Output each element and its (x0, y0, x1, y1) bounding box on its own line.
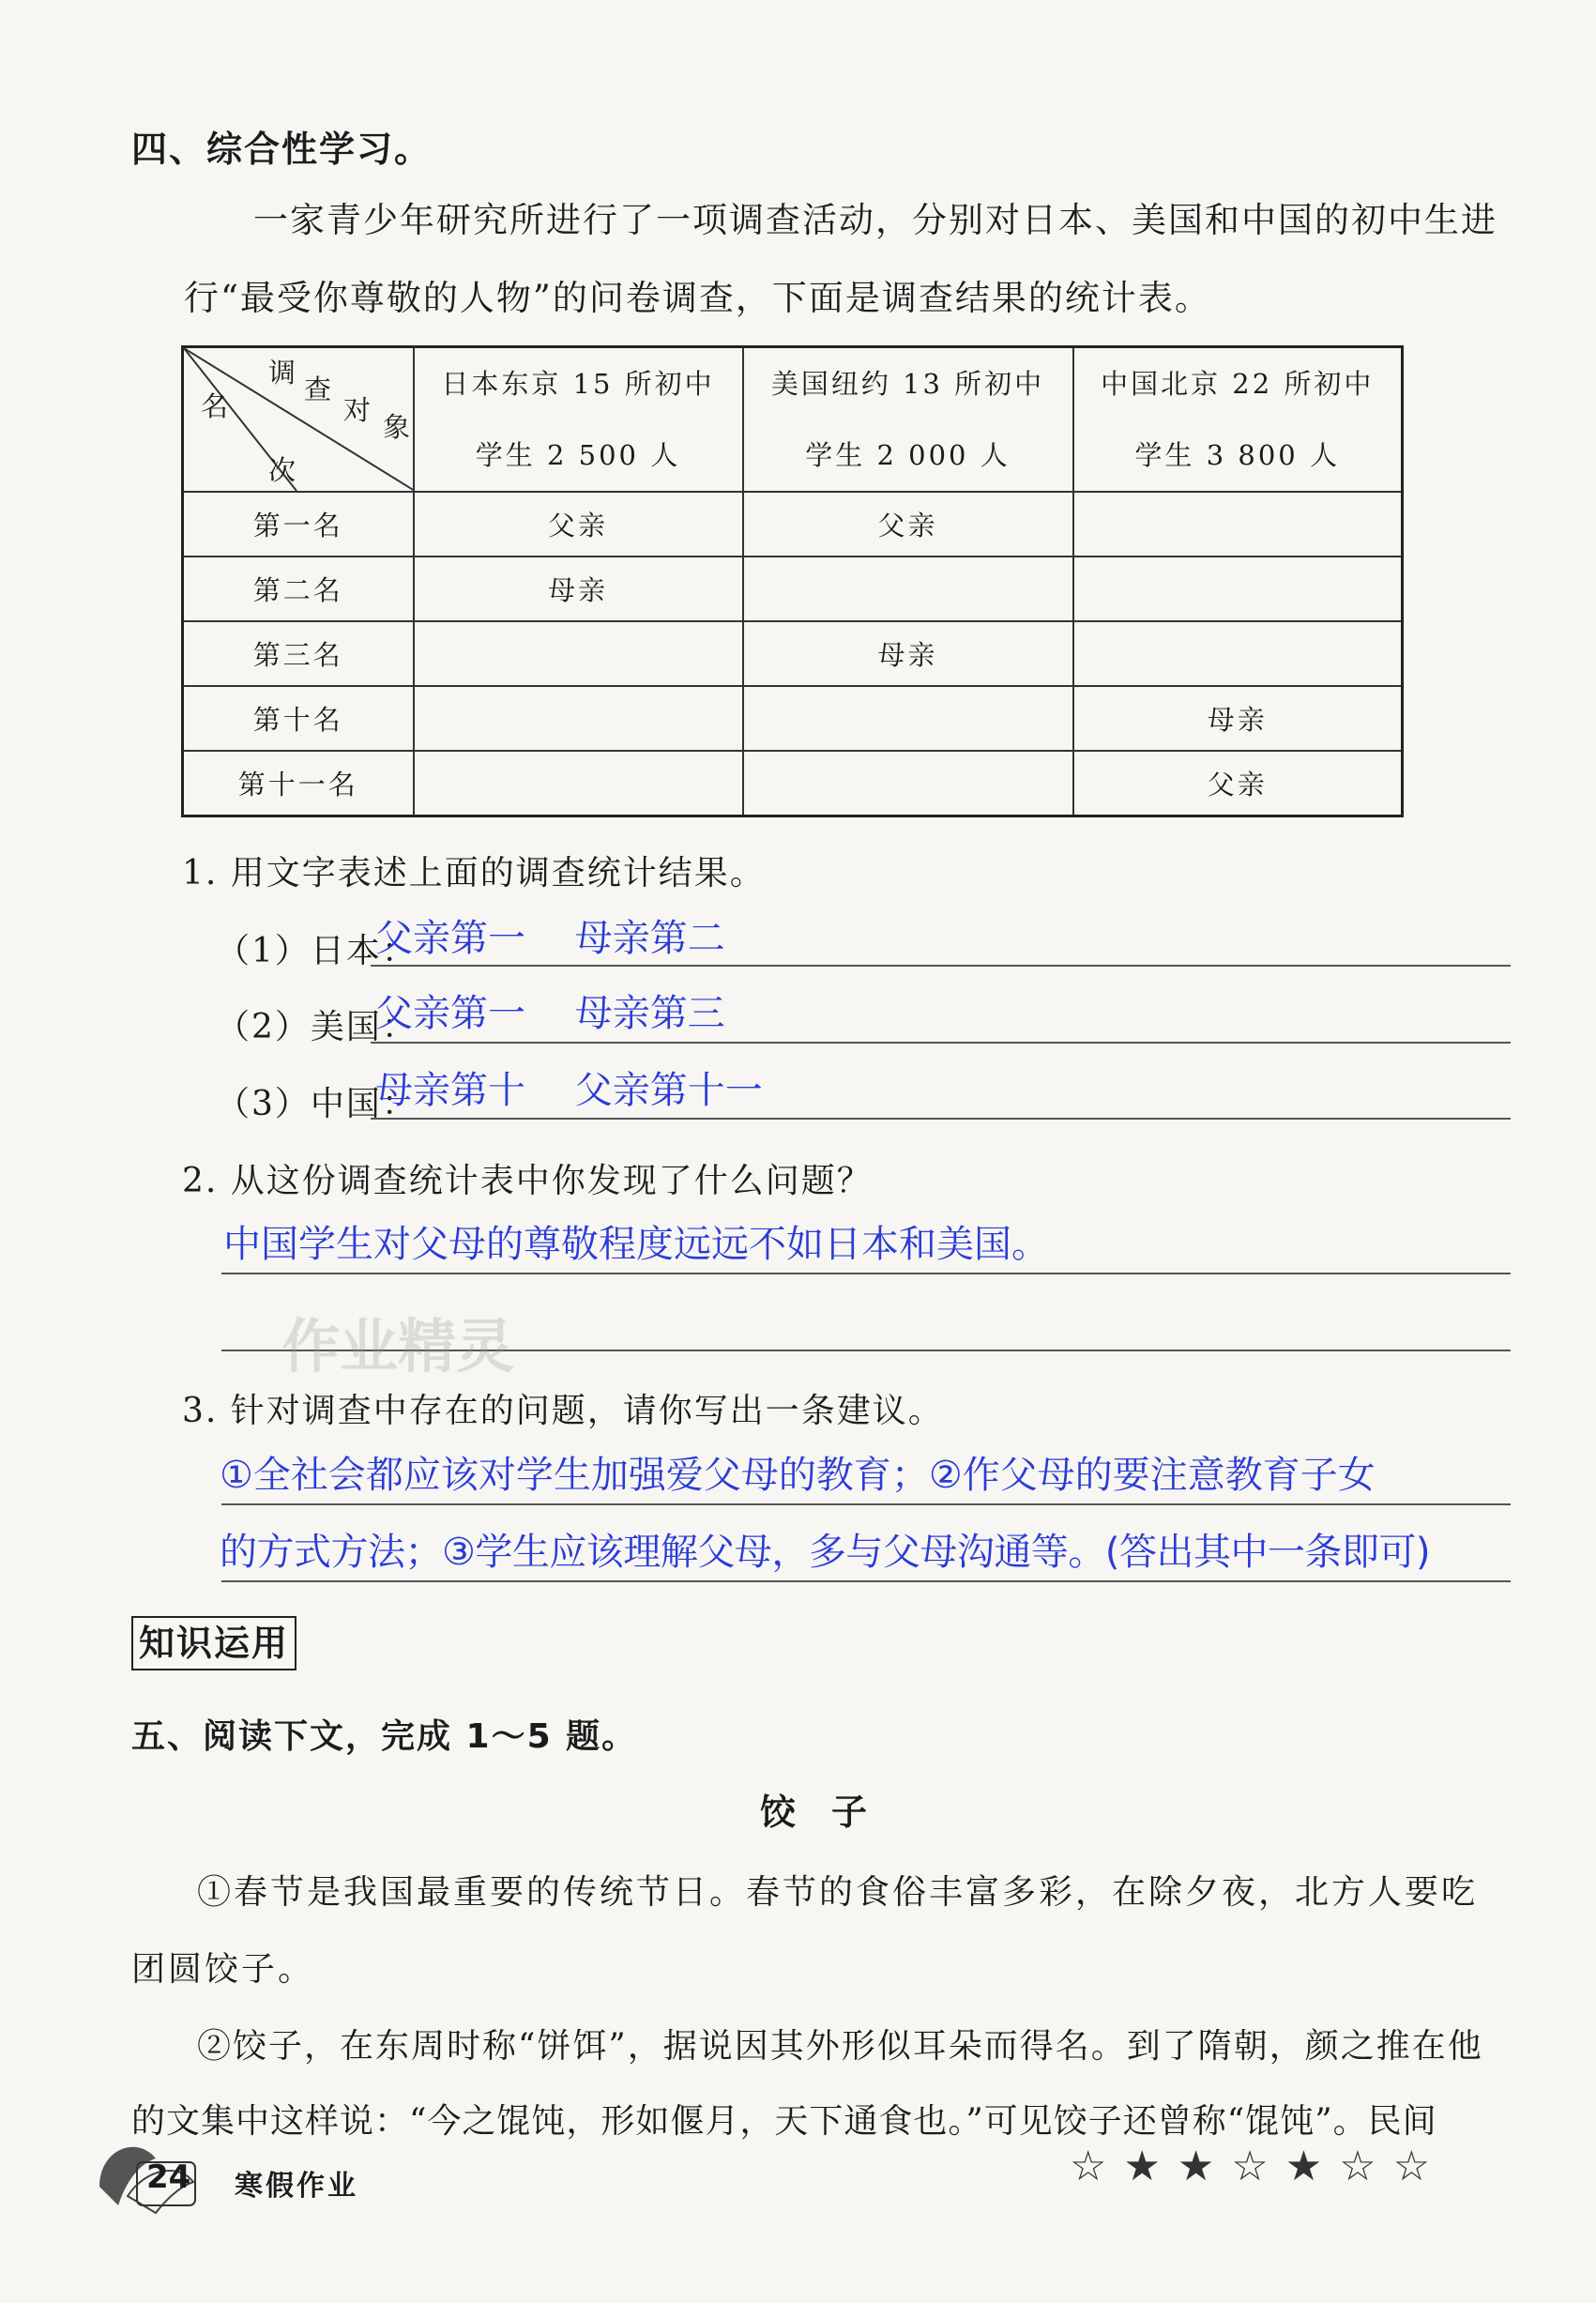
table-row (183, 621, 1403, 686)
table-row (183, 557, 1403, 621)
table-cell: 父亲 (743, 492, 1073, 557)
answer-line (221, 1580, 1511, 1582)
section4-intro-line2: 行“最受你尊敬的人物”的问卷调查，下面是调查结果的统计表。 (184, 278, 1211, 318)
answer-line (371, 1118, 1511, 1120)
para2-line2: 的文集中这样说：“今之馄饨，形如偃月，天下通食也。”可见饺子还曾称“馄饨”。民间 (131, 2102, 1437, 2141)
answer-line (221, 1503, 1511, 1505)
table-cell (414, 621, 743, 686)
q1-china-answer[interactable]: 母亲第十 父亲第十一 (375, 1069, 763, 1112)
answer-line (371, 1042, 1511, 1044)
table-cell (743, 686, 1073, 751)
q3-answer-line1[interactable]: ①全社会都应该对学生加强爱父母的教育；②作父母的要注意教育子女 (220, 1454, 1376, 1497)
row-rank: 第十一名 (183, 751, 414, 816)
survey-table (181, 345, 1404, 817)
table-cell (414, 751, 743, 816)
knowledge-application-box: 知识运用 (131, 1616, 296, 1670)
table-cell (1073, 621, 1403, 686)
q1-japan-label: （1）日本： (216, 932, 418, 970)
col-japan-line2: 学生 2 500 人 (475, 439, 681, 471)
q2-prompt: 2. 从这份调查统计表中你发现了什么问题？ (182, 1162, 873, 1200)
section5-heading: 五、阅读下文，完成 1～5 题。 (131, 1717, 638, 1756)
table-cell: 母亲 (414, 557, 743, 621)
table-cell: 母亲 (1073, 686, 1403, 751)
book-title: 寒假作业 (235, 2170, 358, 2203)
row-rank: 第十名 (183, 686, 414, 751)
para2-line1: ②饺子，在东周时称“饼饵”，据说因其外形似耳朵而得名。到了隋朝，颜之推在他 (197, 2027, 1483, 2066)
para1-line1: ①春节是我国最重要的传统节日。春节的食俗丰富多彩，在除夕夜，北方人要吃 (197, 1873, 1479, 1912)
table-col-china (1073, 347, 1403, 493)
table-cell: 母亲 (743, 621, 1073, 686)
answer-line (371, 965, 1511, 967)
table-cell (743, 751, 1073, 816)
col-usa-line2: 学生 2 000 人 (805, 439, 1011, 471)
row-rank: 第二名 (183, 557, 414, 621)
q2-answer[interactable]: 中国学生对父母的尊敬程度远远不如日本和美国。 (223, 1223, 1049, 1266)
q1-usa-answer[interactable]: 父亲第一 母亲第三 (375, 992, 725, 1035)
watermark: 作业精灵 (281, 1312, 515, 1380)
table-cell: 父亲 (414, 492, 743, 557)
q1-japan-answer[interactable]: 父亲第一 母亲第二 (375, 917, 725, 960)
q3-prompt: 3. 针对调查中存在的问题，请你写出一条建议。 (182, 1392, 944, 1430)
row-rank: 第一名 (183, 492, 414, 557)
table-cell (414, 686, 743, 751)
table-cell (1073, 557, 1403, 621)
table-header-row (183, 347, 1403, 493)
page-number: 24 (146, 2158, 191, 2196)
col-china-line2: 学生 3 800 人 (1134, 439, 1340, 471)
article-title: 饺 子 (760, 1792, 868, 1833)
table-corner-cell: 调 查 对 象 名 次 (183, 347, 414, 493)
q1-china-label: （3）中国： (216, 1085, 418, 1123)
table-cell (1073, 492, 1403, 557)
q1-prompt: 1. 用文字表述上面的调查统计结果。 (182, 854, 766, 892)
section4-heading: 四、综合性学习。 (131, 129, 433, 170)
row-rank: 第三名 (183, 621, 414, 686)
table-cell: 父亲 (1073, 751, 1403, 816)
q3-answer-line2[interactable]: 的方式方法；③学生应该理解父母，多与父母沟通等。(答出其中一条即可) (220, 1531, 1431, 1574)
table-row (183, 492, 1403, 557)
col-china-line1: 中国北京 22 所初中 (1101, 368, 1375, 400)
col-japan-line1: 日本东京 15 所初中 (441, 368, 715, 400)
section4-intro-line1: 一家青少年研究所进行了一项调查活动，分别对日本、美国和中国的初中生进 (253, 200, 1497, 240)
para1-line2: 团圆饺子。 (131, 1950, 315, 1989)
star-rating-icon: ☆★★☆★☆☆ (1070, 2143, 1448, 2190)
table-col-usa (743, 347, 1073, 493)
table-row (183, 686, 1403, 751)
table-col-japan (414, 347, 743, 493)
q1-usa-label: （2）美国： (216, 1008, 418, 1046)
table-row (183, 751, 1403, 816)
answer-line (221, 1273, 1511, 1274)
table-cell (743, 557, 1073, 621)
col-usa-line1: 美国纽约 13 所初中 (770, 368, 1045, 400)
